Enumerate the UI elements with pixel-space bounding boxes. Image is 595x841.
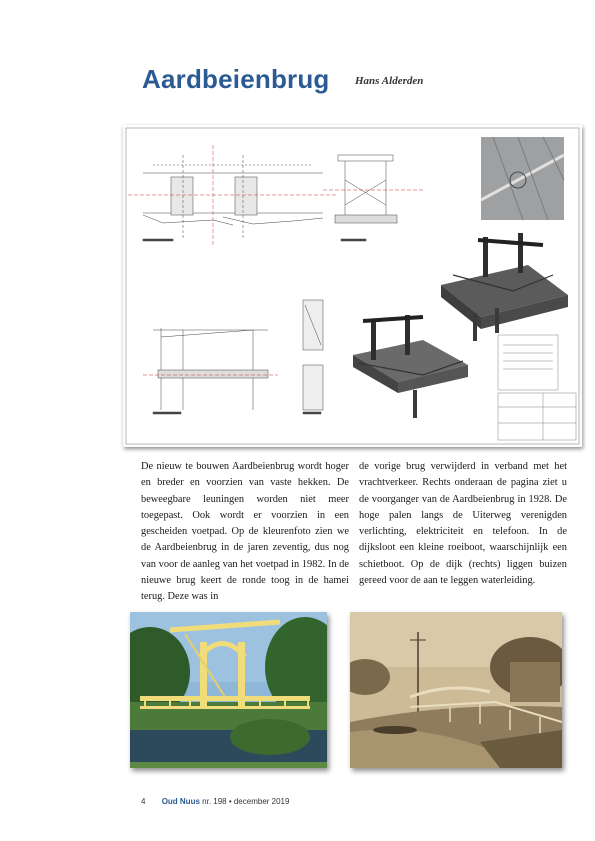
aerial-map (481, 137, 564, 220)
article-text-right: de vorige brug verwijderd in verband met het vrachtverkeer. Rechts onderaan de pagina ziet u de voorganger van de Aardbeienbrug in 1928. De hoge palen langs de Uiterweg verenigden verlichting, elektriciteit en telefoon. In de dijksloot een kleine roeiboot, waarschijnlijk een schietboot. Op de dijk (rechts) liggen buizen gereed voor de aan te leggen waterleiding. (359, 461, 567, 587)
page-number: 4 (141, 797, 146, 806)
color-photo-bridge (130, 612, 327, 768)
author-name: Hans Alderden (355, 75, 424, 87)
issue-info: nr. 198 • december 2019 (202, 797, 290, 806)
magazine-name: Oud Nuus (161, 797, 200, 806)
article-title: Aardbeienbrug (142, 64, 330, 94)
sepia-photo-1928 (350, 612, 562, 768)
page-footer (141, 797, 289, 806)
technical-drawing (123, 125, 582, 447)
article-text-left: De nieuw te bouwen Aardbeienbrug wordt hoger en breder en voorzien van vaste hekken. De beweegbare leuningen worden niet meer toegepast. Ook wordt er voorzien in een gescheiden voetpad. Op de kleurenfoto zien we de Aardbeienbrug in de jaren zeventig, dus nog van voor de aanleg van het voetpad in 1982. In de nieuwe brug keert de ronde toog in de hamei terug. Deze was in (141, 461, 349, 603)
